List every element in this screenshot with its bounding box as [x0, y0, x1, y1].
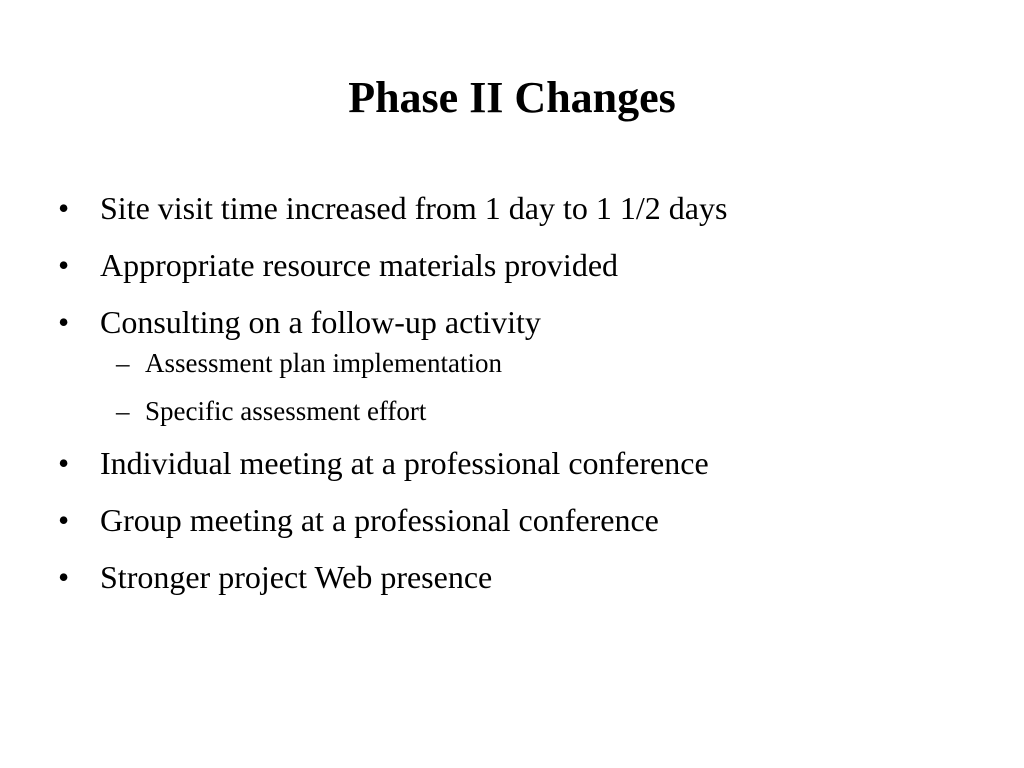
sub-bullet-text: Specific assessment effort [145, 396, 427, 426]
bullet-icon: • [58, 445, 70, 481]
bullet-text: Stronger project Web presence [100, 559, 493, 595]
bullet-list [58, 186, 998, 612]
bullet-item-group-meeting [58, 498, 998, 542]
bullet-icon: • [58, 502, 70, 538]
bullet-item-resource-materials [58, 243, 998, 287]
sub-bullet-item-assessment-plan [58, 345, 998, 381]
bullet-icon: • [58, 304, 70, 340]
bullet-item-site-visit [58, 186, 998, 230]
dash-icon: – [116, 396, 130, 426]
bullet-text: Group meeting at a professional conference [100, 502, 659, 538]
sub-bullet-item-assessment-effort [58, 393, 998, 429]
bullet-item-individual-meeting [58, 441, 998, 485]
bullet-text: Consulting on a follow-up activity [100, 304, 541, 340]
bullet-text: Site visit time increased from 1 day to 1 1/2 days [100, 190, 728, 226]
bullet-text: Appropriate resource materials provided [100, 247, 619, 283]
bullet-icon: • [58, 247, 70, 283]
bullet-icon: • [58, 190, 70, 226]
bullet-item-web-presence [58, 555, 998, 599]
bullet-item-consulting [58, 300, 998, 344]
bullet-text: Individual meeting at a professional conference [100, 445, 709, 481]
bullet-icon: • [58, 559, 70, 595]
slide-title: Phase II Changes [348, 73, 676, 122]
sub-bullet-text: Assessment plan implementation [145, 348, 502, 378]
dash-icon: – [116, 348, 130, 378]
